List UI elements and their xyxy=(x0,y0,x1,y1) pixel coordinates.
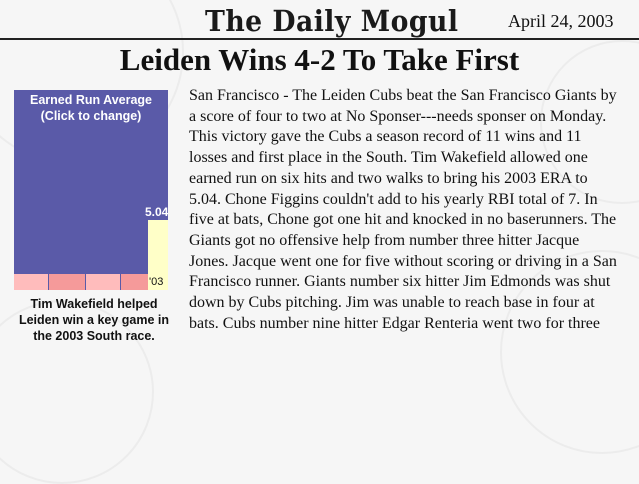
strip-segment xyxy=(86,274,120,290)
strip-segment xyxy=(14,274,48,290)
issue-date: April 24, 2003 xyxy=(508,11,614,31)
chart-baseline-strip xyxy=(14,274,168,290)
chart-subtitle-line: (Click to change) xyxy=(40,109,142,123)
x-tick-label: '03 xyxy=(149,276,164,288)
bar-value-label: 5.04 xyxy=(145,205,168,219)
strip-segment xyxy=(49,274,85,290)
masthead xyxy=(0,4,639,40)
strip-segment xyxy=(121,274,151,290)
newspaper-logo: The Daily Mogul xyxy=(205,4,459,38)
story-text: San Francisco - The Leiden Cubs beat the San Francisco Giants by a score of four to two at No Sponser---needs sponser on Monday. This victory gave the Cubs a season record of 11 wins and 11 losses and first place in the South. Tim Wakefield allowed one earned run on six hits and two walks to bring his 2003 ERA to 5.04. Chone Figgins couldn't add to his yearly RBI total of 7. In five at bats, Chone got one hit and knocked in no baserunners. The Giants got no offensive help from number three hitter Jacque Jones. Jacque went one for five without scoring or driving in a San Francisco runner. Giants number six hitter Jim Edmonds was shut down by Cubs pitching. Jim was unable to reach base in four at bats. Cubs number nine hitter Edgar Renteria went two for three xyxy=(189,87,617,332)
photo-caption: Tim Wakefield helped Leiden win a key game in the 2003 South race. xyxy=(18,297,170,343)
headline: Leiden Wins 4-2 To Take First xyxy=(119,42,520,77)
era-chart[interactable] xyxy=(14,124,168,290)
chart-title-line: Earned Run Average xyxy=(29,93,153,107)
masthead-rule xyxy=(0,38,639,40)
chart-title[interactable] xyxy=(14,90,168,126)
